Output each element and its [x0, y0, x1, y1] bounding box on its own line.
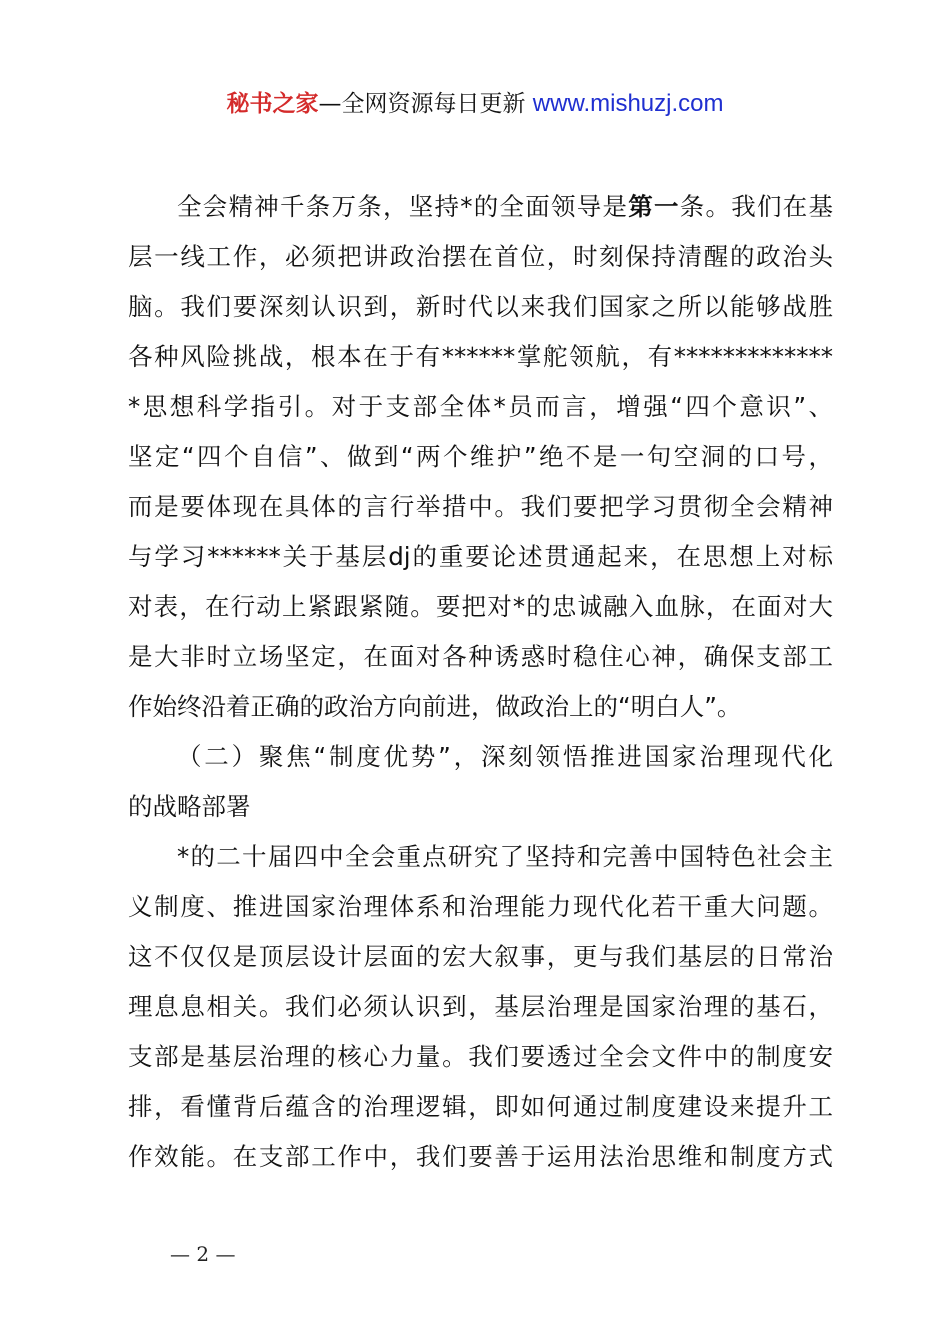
text-line: 作始终沿着正确的政治方向前进，做政治上的“明白人”。 [128, 692, 742, 721]
heading-line: 的战略部署 [128, 792, 251, 821]
paragraph-institutional-advantage [128, 832, 833, 1182]
text-line: 各种风险挑战，根本在于有******掌舵领航，有************* [128, 342, 833, 371]
text-line: 与学习******关于基层dj的重要论述贯通起来，在思想上对标 [128, 542, 833, 571]
paragraph-party-leadership [128, 182, 833, 732]
text-line: 这不仅仅是顶层设计层面的宏大叙事，更与我们基层的日常治 [128, 942, 833, 971]
text-line: 全会精神千条万条，坚持*的全面领导是第一条。我们在基 [177, 192, 833, 221]
page-number: — 2 — [170, 1242, 236, 1266]
text-line: 对表，在行动上紧跟紧随。要把对*的忠诚融入血脉，在面对大 [128, 592, 833, 621]
text-line: 层一线工作，必须把讲政治摆在首位，时刻保持清醒的政治头 [128, 242, 833, 271]
emphasis-first: 第一 [628, 192, 680, 221]
text-line: 排，看懂背后蕴含的治理逻辑，即如何通过制度建设来提升工 [128, 1092, 833, 1121]
text-line: 脑。我们要深刻认识到，新时代以来我们国家之所以能够战胜 [128, 292, 833, 321]
text-line: 作效能。在支部工作中，我们要善于运用法治思维和制度方式 [128, 1142, 833, 1171]
text-line: *思想科学指引。对于支部全体*员而言，增强“四个意识”、 [128, 392, 833, 421]
text-line: *的二十届四中全会重点研究了坚持和完善中国特色社会主 [177, 842, 833, 871]
text-line: 是大非时立场坚定，在面对各种诱惑时稳住心神，确保支部工 [128, 642, 833, 671]
text-line: 支部是基层治理的核心力量。我们要透过全会文件中的制度安 [128, 1042, 833, 1071]
site-url-link[interactable]: www.mishuzj.com [532, 90, 724, 117]
text-line: 而是要体现在具体的言行举措中。我们要把学习贯彻全会精神 [128, 492, 833, 521]
header-tagline: —全网资源每日更新 [318, 91, 526, 117]
text-line: 义制度、推进国家治理体系和治理能力现代化若干重大问题。 [128, 892, 833, 921]
document-body [128, 182, 833, 1182]
section-heading-2 [128, 732, 833, 832]
text-line: 坚定“四个自信”、做到“两个维护”绝不是一句空洞的口号， [128, 442, 833, 471]
heading-line: （二）聚焦“制度优势”，深刻领悟推进国家治理现代化 [177, 742, 833, 771]
brand-name: 秘书之家 [226, 91, 319, 117]
site-header [0, 86, 950, 122]
text-line: 理息息相关。我们必须认识到，基层治理是国家治理的基石， [128, 992, 833, 1021]
